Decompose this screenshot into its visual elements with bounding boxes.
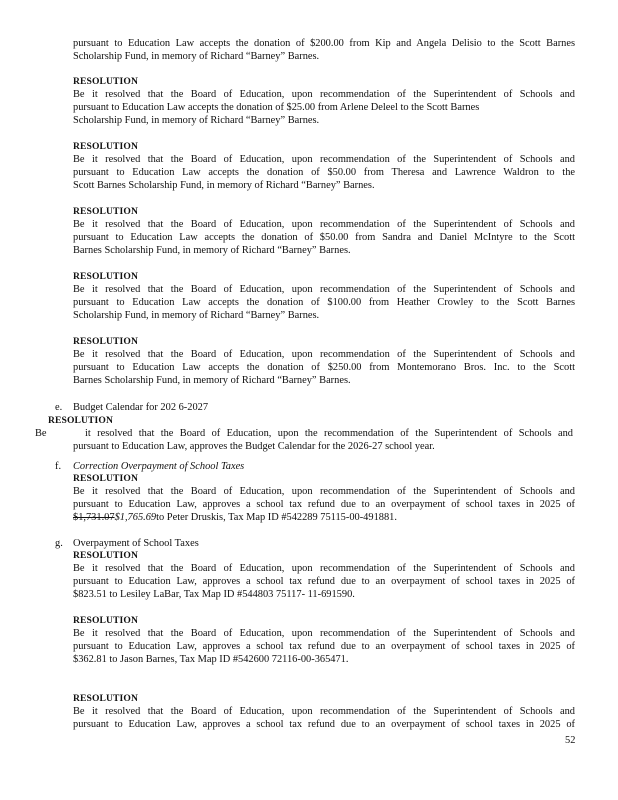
- body-line: [73, 511, 397, 524]
- resolution-heading: RESOLUTION: [73, 693, 138, 704]
- body-line: Be it resolved that the Board of Education, upon recommendation of the Superintendent of Schools and: [73, 89, 575, 100]
- body-line: pursuant to Education Law accepts the donation of $250.00 from Montemorano Bros. Inc. to the Scott: [73, 362, 575, 373]
- list-marker: e.: [55, 402, 63, 413]
- body-line: it resolved that the Board of Education, upon the recommendation of the Superintendent of Schools and: [85, 428, 573, 439]
- resolution-heading: RESOLUTION: [73, 615, 138, 626]
- body-line: Barnes Scholarship Fund, in memory of Richard “Barney” Barnes.: [73, 375, 351, 386]
- struck-amount: $1,731.07: [73, 512, 115, 523]
- body-line: Scholarship Fund, in memory of Richard “Barney” Barnes.: [73, 310, 320, 321]
- body-line-be: Be: [35, 428, 47, 439]
- body-line: pursuant to Education Law accepts the donation of $50.00 from Theresa and Lawrence Waldron to the: [73, 167, 575, 178]
- resolution-heading: RESOLUTION: [73, 206, 138, 217]
- resolution-heading: RESOLUTION: [73, 141, 138, 152]
- body-line: Scott Barnes Scholarship Fund, in memory of Richard “Barney” Barnes.: [73, 180, 375, 191]
- body-line: pursuant to Education Law, approves a school tax refund due to an overpayment of school taxes in 2025 of: [73, 641, 575, 652]
- body-line: Be it resolved that the Board of Education, upon recommendation of the Superintendent of Schools and: [73, 628, 575, 639]
- page-number: 52: [565, 735, 576, 746]
- body-line: pursuant to Education Law accepts the donation of $25.00 from Arlene Deleel to the Scott Barnes: [73, 102, 480, 113]
- list-marker: f.: [55, 461, 62, 472]
- body-line: Be it resolved that the Board of Education, upon recommendation of the Superintendent of Schools and: [73, 284, 575, 295]
- resolution-heading: RESOLUTION: [73, 336, 138, 347]
- body-line: Be it resolved that the Board of Education, upon recommendation of the Superintendent of Schools and: [73, 563, 575, 574]
- body-line: pursuant to Education Law accepts the donation of $50.00 from Sandra and Daniel McIntyre to the Scott: [73, 232, 575, 243]
- body-line: $823.51 to Lesiley LaBar, Tax Map ID #544803 75117- 11-691590.: [73, 589, 355, 600]
- body-line: Scholarship Fund, in memory of Richard “Barney” Barnes.: [73, 115, 320, 126]
- body-line: pursuant to Education Law accepts the donation of $100.00 from Heather Crowley to the Scott Barnes: [73, 297, 575, 308]
- body-line: Scholarship Fund, in memory of Richard “Barney” Barnes.: [73, 51, 320, 62]
- body-line: pursuant to Education Law, approves a school tax refund due to an overpayment of school taxes in 2025 of: [73, 719, 575, 730]
- body-line: Be it resolved that the Board of Education, upon recommendation of the Superintendent of Schools and: [73, 154, 575, 165]
- body-text: to Peter Druskis, Tax Map ID #542289 75115-00-491881.: [156, 512, 397, 523]
- list-marker: g.: [55, 538, 63, 549]
- body-line: pursuant to Education Law accepts the donation of $200.00 from Kip and Angela Delisio to the Scott Barnes: [73, 38, 575, 49]
- resolution-heading: RESOLUTION: [73, 550, 138, 561]
- section-title: Correction Overpayment of School Taxes: [73, 461, 245, 472]
- body-line: pursuant to Education Law, approves the Budget Calendar for the 2026-27 school year.: [73, 441, 435, 452]
- resolution-heading: RESOLUTION: [73, 76, 138, 87]
- body-line: Be it resolved that the Board of Education, upon recommendation of the Superintendent of Schools and: [73, 219, 575, 230]
- body-line: Be it resolved that the Board of Education, upon recommendation of the Superintendent of Schools and: [73, 349, 575, 360]
- body-line: Be it resolved that the Board of Education, upon recommendation of the Superintendent of Schools and: [73, 486, 575, 497]
- resolution-heading: RESOLUTION: [48, 415, 113, 426]
- section-title: Overpayment of School Taxes: [73, 538, 199, 549]
- corrected-amount: $1,765.69: [114, 512, 157, 523]
- body-line: Be it resolved that the Board of Education, upon recommendation of the Superintendent of Schools and: [73, 706, 575, 717]
- section-title: Budget Calendar for 202 6-2027: [73, 402, 209, 413]
- body-line: pursuant to Education Law, approves a school tax refund due to an overpayment of school taxes in 2025 of: [73, 499, 575, 510]
- resolution-heading: RESOLUTION: [73, 271, 138, 282]
- body-line: Barnes Scholarship Fund, in memory of Richard “Barney” Barnes.: [73, 245, 351, 256]
- body-line: pursuant to Education Law, approves a school tax refund due to an overpayment of school taxes in 2025 of: [73, 576, 575, 587]
- resolution-heading: RESOLUTION: [73, 473, 138, 484]
- body-line: $362.81 to Jason Barnes, Tax Map ID #542600 72116-00-365471.: [73, 654, 349, 665]
